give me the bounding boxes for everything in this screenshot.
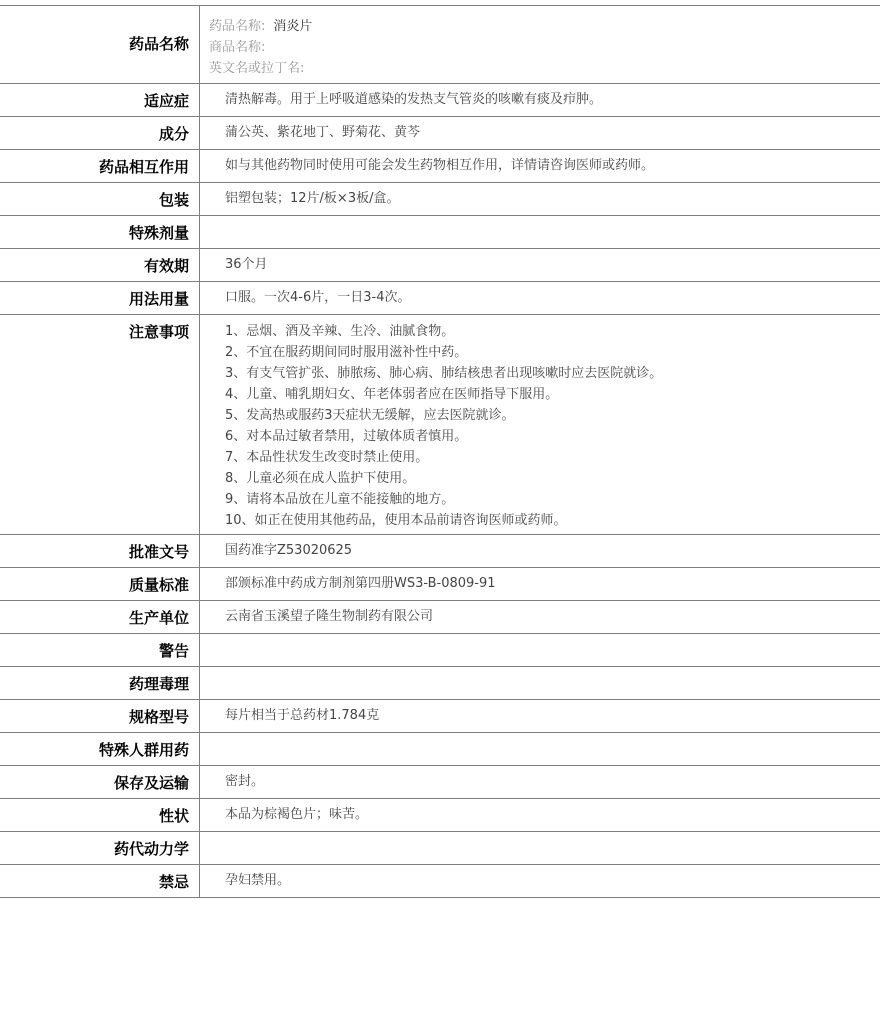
row-label: 特殊人群用药 xyxy=(0,733,200,765)
row-label: 注意事项 xyxy=(0,315,200,534)
row-label: 药品相互作用 xyxy=(0,150,200,182)
precaution-item: 5、发高热或服药3天症状无缓解，应去医院就诊。 xyxy=(225,408,515,423)
row-value: 部颁标准中药成方制剂第四册WS3-B-0809-91 xyxy=(225,576,496,591)
precaution-item: 8、儿童必须在成人监护下使用。 xyxy=(225,471,416,486)
row-label: 成分 xyxy=(0,117,200,149)
row-special-dosage xyxy=(0,216,880,249)
row-label: 保存及运输 xyxy=(0,766,200,798)
row-value: 孕妇禁用。 xyxy=(225,873,291,888)
row-dosage xyxy=(0,282,880,315)
precaution-item: 1、忌烟、酒及辛辣、生冷、油腻食物。 xyxy=(225,324,455,339)
row-label: 药理毒理 xyxy=(0,667,200,699)
row-packaging xyxy=(0,183,880,216)
drug-info-table xyxy=(0,5,880,898)
row-label: 特殊剂量 xyxy=(0,216,200,248)
row-label: 生产单位 xyxy=(0,601,200,633)
row-pharmacokinetics xyxy=(0,832,880,865)
precaution-item: 2、不宜在服药期间同时服用滋补性中药。 xyxy=(225,345,468,360)
row-label: 药代动力学 xyxy=(0,832,200,864)
row-quality-standard xyxy=(0,568,880,601)
precaution-item: 6、对本品过敏者禁用，过敏体质者慎用。 xyxy=(225,429,468,444)
row-value: 国药准字Z53020625 xyxy=(225,543,353,558)
trade-name-key: 商品名称: xyxy=(209,40,266,55)
row-manufacturer xyxy=(0,601,880,634)
row-label: 质量标准 xyxy=(0,568,200,600)
row-value: 清热解毒。用于上呼吸道感染的发热支气管炎的咳嗽有痰及疖肿。 xyxy=(225,92,603,107)
precaution-item: 3、有支气管扩张、肺脓疡、肺心病、肺结核患者出现咳嗽时应去医院就诊。 xyxy=(225,366,663,381)
row-value xyxy=(200,216,880,248)
row-value: 本品为棕褐色片；味苦。 xyxy=(225,807,369,822)
row-value xyxy=(200,634,880,666)
precautions-list xyxy=(200,315,880,534)
row-value xyxy=(200,667,880,699)
row-label: 性状 xyxy=(0,799,200,831)
generic-name-key: 药品名称: xyxy=(209,19,266,34)
row-label: 规格型号 xyxy=(0,700,200,732)
row-value: 蒲公英、紫花地丁、野菊花、黄芩 xyxy=(225,125,421,140)
english-name-line xyxy=(209,58,880,79)
english-name-key: 英文名或拉丁名: xyxy=(209,61,305,76)
row-contraindications xyxy=(0,865,880,898)
row-drug-name xyxy=(0,6,880,84)
row-shelf-life xyxy=(0,249,880,282)
precaution-item: 7、本品性状发生改变时禁止使用。 xyxy=(225,450,429,465)
row-pharmacology xyxy=(0,667,880,700)
precaution-item: 10、如正在使用其他药品，使用本品前请咨询医师或药师。 xyxy=(225,513,567,528)
row-indications xyxy=(0,84,880,117)
row-special-populations xyxy=(0,733,880,766)
generic-name-line xyxy=(209,16,880,37)
precaution-item: 9、请将本品放在儿童不能接触的地方。 xyxy=(225,492,455,507)
row-interactions xyxy=(0,150,880,183)
generic-name-value: 消炎片 xyxy=(273,19,313,34)
row-precautions xyxy=(0,315,880,535)
row-label: 有效期 xyxy=(0,249,200,281)
row-value xyxy=(200,832,880,864)
row-value xyxy=(200,733,880,765)
row-storage xyxy=(0,766,880,799)
precaution-item: 4、儿童、哺乳期妇女、年老体弱者应在医师指导下服用。 xyxy=(225,387,559,402)
row-specification xyxy=(0,700,880,733)
row-value: 铝塑包装；12片/板×3板/盒。 xyxy=(225,191,400,206)
row-value: 36个月 xyxy=(225,257,268,272)
row-value: 每片相当于总药材1.784克 xyxy=(225,708,380,723)
trade-name-line xyxy=(209,37,880,58)
row-approval-number xyxy=(0,535,880,568)
row-appearance xyxy=(0,799,880,832)
row-label: 警告 xyxy=(0,634,200,666)
row-label: 包装 xyxy=(0,183,200,215)
row-label: 批准文号 xyxy=(0,535,200,567)
row-ingredients xyxy=(0,117,880,150)
row-value: 密封。 xyxy=(225,774,265,789)
row-value: 如与其他药物同时使用可能会发生药物相互作用，详情请咨询医师或药师。 xyxy=(225,158,655,173)
row-value xyxy=(200,6,880,83)
row-label: 禁忌 xyxy=(0,865,200,897)
row-label: 药品名称 xyxy=(0,6,200,83)
row-label: 用法用量 xyxy=(0,282,200,314)
row-value: 口服。一次4-6片，一日3-4次。 xyxy=(225,290,411,305)
row-label: 适应症 xyxy=(0,84,200,116)
row-warning xyxy=(0,634,880,667)
row-value: 云南省玉溪望子隆生物制药有限公司 xyxy=(225,609,434,624)
